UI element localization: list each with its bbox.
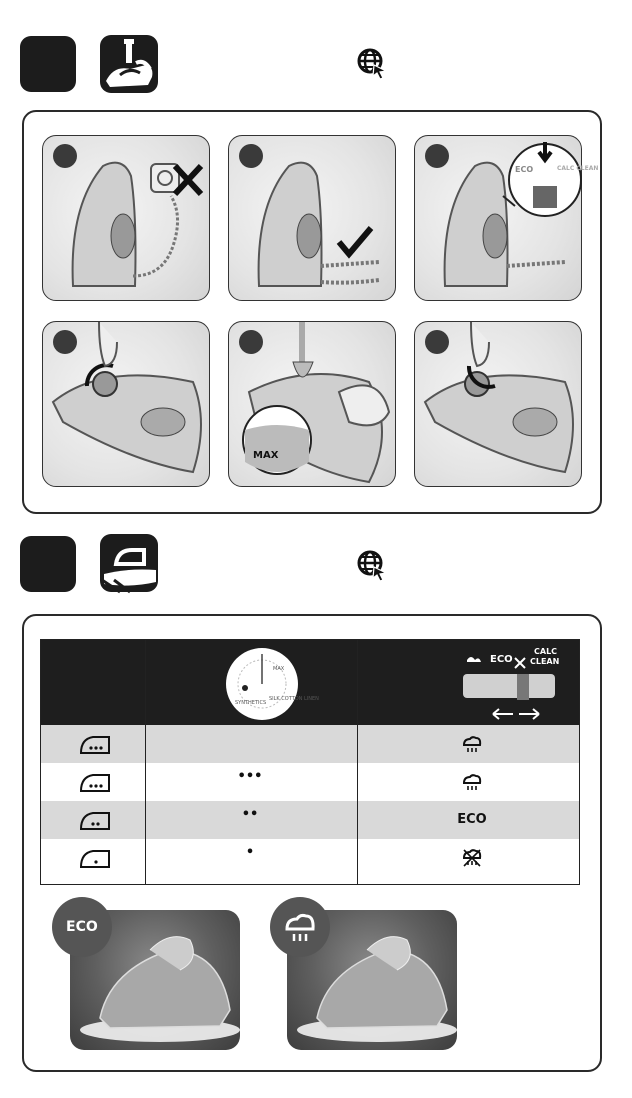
settings-table: [40, 639, 580, 885]
table-row: [41, 725, 579, 763]
slider-calc-label: CALC: [534, 647, 558, 656]
steam-mode-badge: [270, 897, 330, 957]
steam-icon: [461, 735, 483, 753]
tile-iron-steam-off: [414, 135, 599, 301]
tile-close-fill-cap: [414, 321, 582, 487]
steam-eco-label: ECO: [457, 812, 487, 827]
dial-calc-clean-label: CALC CLEAN: [557, 165, 599, 172]
step-number-marker: [239, 144, 263, 168]
temperature-dots: •••: [237, 769, 263, 784]
max-water-label: MAX: [253, 450, 279, 461]
steam-cloud-icon: [270, 897, 330, 957]
column-divider: [357, 640, 358, 884]
steam-icon: [461, 773, 483, 791]
table-row: [41, 801, 579, 839]
slider-clean-label: CLEAN: [530, 657, 560, 666]
step-number-marker: [239, 330, 263, 354]
table-row: [41, 763, 579, 801]
iron-three-dot-icon: [77, 769, 113, 795]
globe-cursor-icon[interactable]: [356, 549, 388, 581]
table-row: [41, 839, 579, 877]
step-badge-1: [20, 36, 76, 92]
dial-eco-label: ECO: [515, 165, 534, 174]
tile-unplugged-iron: [42, 135, 210, 301]
step-badge-2: [20, 536, 76, 592]
iron-three-dot-icon: [77, 731, 113, 757]
temperature-dial-icon: [207, 644, 317, 724]
no-steam-icon: [461, 848, 483, 868]
tile-open-fill-cap: [42, 321, 210, 487]
column-divider: [145, 640, 146, 884]
temperature-dots: •: [245, 845, 255, 860]
svg-text:SILK COTTON LINEN: SILK COTTON LINEN: [269, 696, 319, 702]
temperature-dots: ••: [241, 807, 259, 822]
iron-one-dot-icon: [77, 845, 113, 871]
tile-iron-cord-check: [228, 135, 396, 301]
slider-eco-label: ECO: [490, 654, 513, 665]
fill-water-step-icon: [100, 35, 158, 93]
step-number-marker: [53, 144, 77, 168]
tile-fill-water-tank: [228, 321, 396, 487]
iron-two-dot-icon: [77, 807, 113, 833]
svg-text:MAX: MAX: [273, 666, 285, 672]
svg-text:SYNTHETICS: SYNTHETICS: [235, 700, 267, 706]
step-number-marker: [53, 330, 77, 354]
step-number-marker: [425, 144, 449, 168]
step-number-marker: [425, 330, 449, 354]
globe-cursor-icon[interactable]: [356, 47, 388, 79]
ironing-setting-step-icon: [100, 534, 158, 592]
table-header: [41, 640, 579, 725]
eco-badge-label: ECO: [66, 919, 98, 935]
